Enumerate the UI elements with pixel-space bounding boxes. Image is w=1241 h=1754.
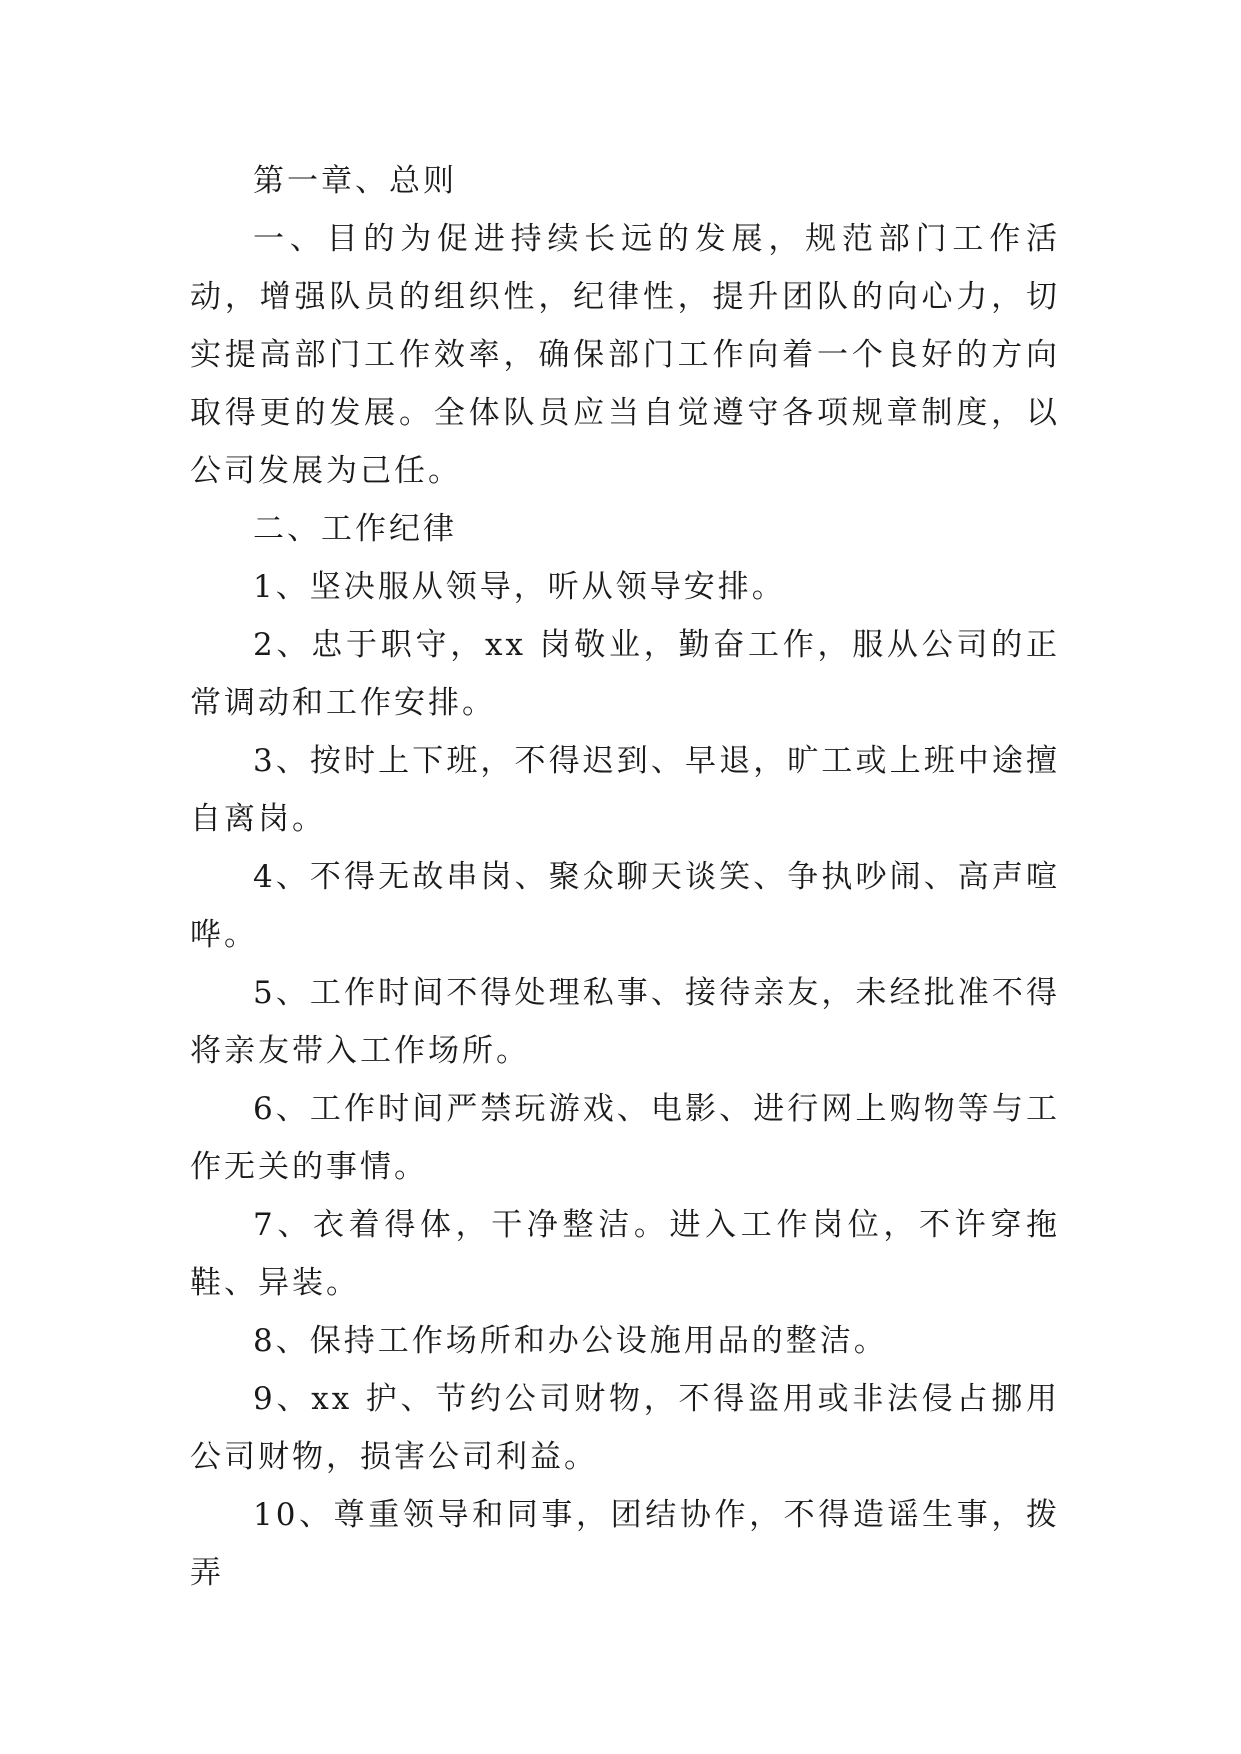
rule-item-4: 4、不得无故串岗、聚众聊天谈笑、争执吵闹、高声喧哗。 — [190, 859, 1060, 953]
rule-item-9: 9、xx 护、节约公司财物，不得盗用或非法侵占挪用公司财物，损害公司利益。 — [190, 1381, 1060, 1475]
rule-item-2: 2、忠于职守，xx 岗敬业，勤奋工作，服从公司的正常调动和工作安排。 — [190, 627, 1060, 721]
chapter-heading: 第一章、总则 — [253, 163, 457, 199]
rule-item-7: 7、衣着得体，干净整洁。进入工作岗位，不许穿拖鞋、异装。 — [190, 1207, 1060, 1301]
rule-item-1: 1、坚决服从领导，听从领导安排。 — [253, 569, 786, 605]
document-body — [190, 152, 1060, 1602]
rule-item-3: 3、按时上下班，不得迟到、早退，旷工或上班中途擅自离岗。 — [190, 743, 1060, 837]
rule-item-10: 10、尊重领导和同事，团结协作，不得造谣生事，拨弄 — [190, 1497, 1060, 1591]
section-heading-work-discipline: 二、工作纪律 — [253, 511, 457, 547]
rule-item-6: 6、工作时间严禁玩游戏、电影、进行网上购物等与工作无关的事情。 — [190, 1091, 1060, 1185]
paragraph-purpose: 一、目的为促进持续长远的发展，规范部门工作活动，增强队员的组织性，纪律性，提升团队的向心力，切实提高部门工作效率，确保部门工作向着一个良好的方向取得更的发展。全体队员应当自觉遵守各项规章制度，以公司发展为己任。 — [190, 221, 1060, 489]
rule-item-5: 5、工作时间不得处理私事、接待亲友，未经批准不得将亲友带入工作场所。 — [190, 975, 1060, 1069]
rule-item-8: 8、保持工作场所和办公设施用品的整洁。 — [253, 1323, 888, 1359]
